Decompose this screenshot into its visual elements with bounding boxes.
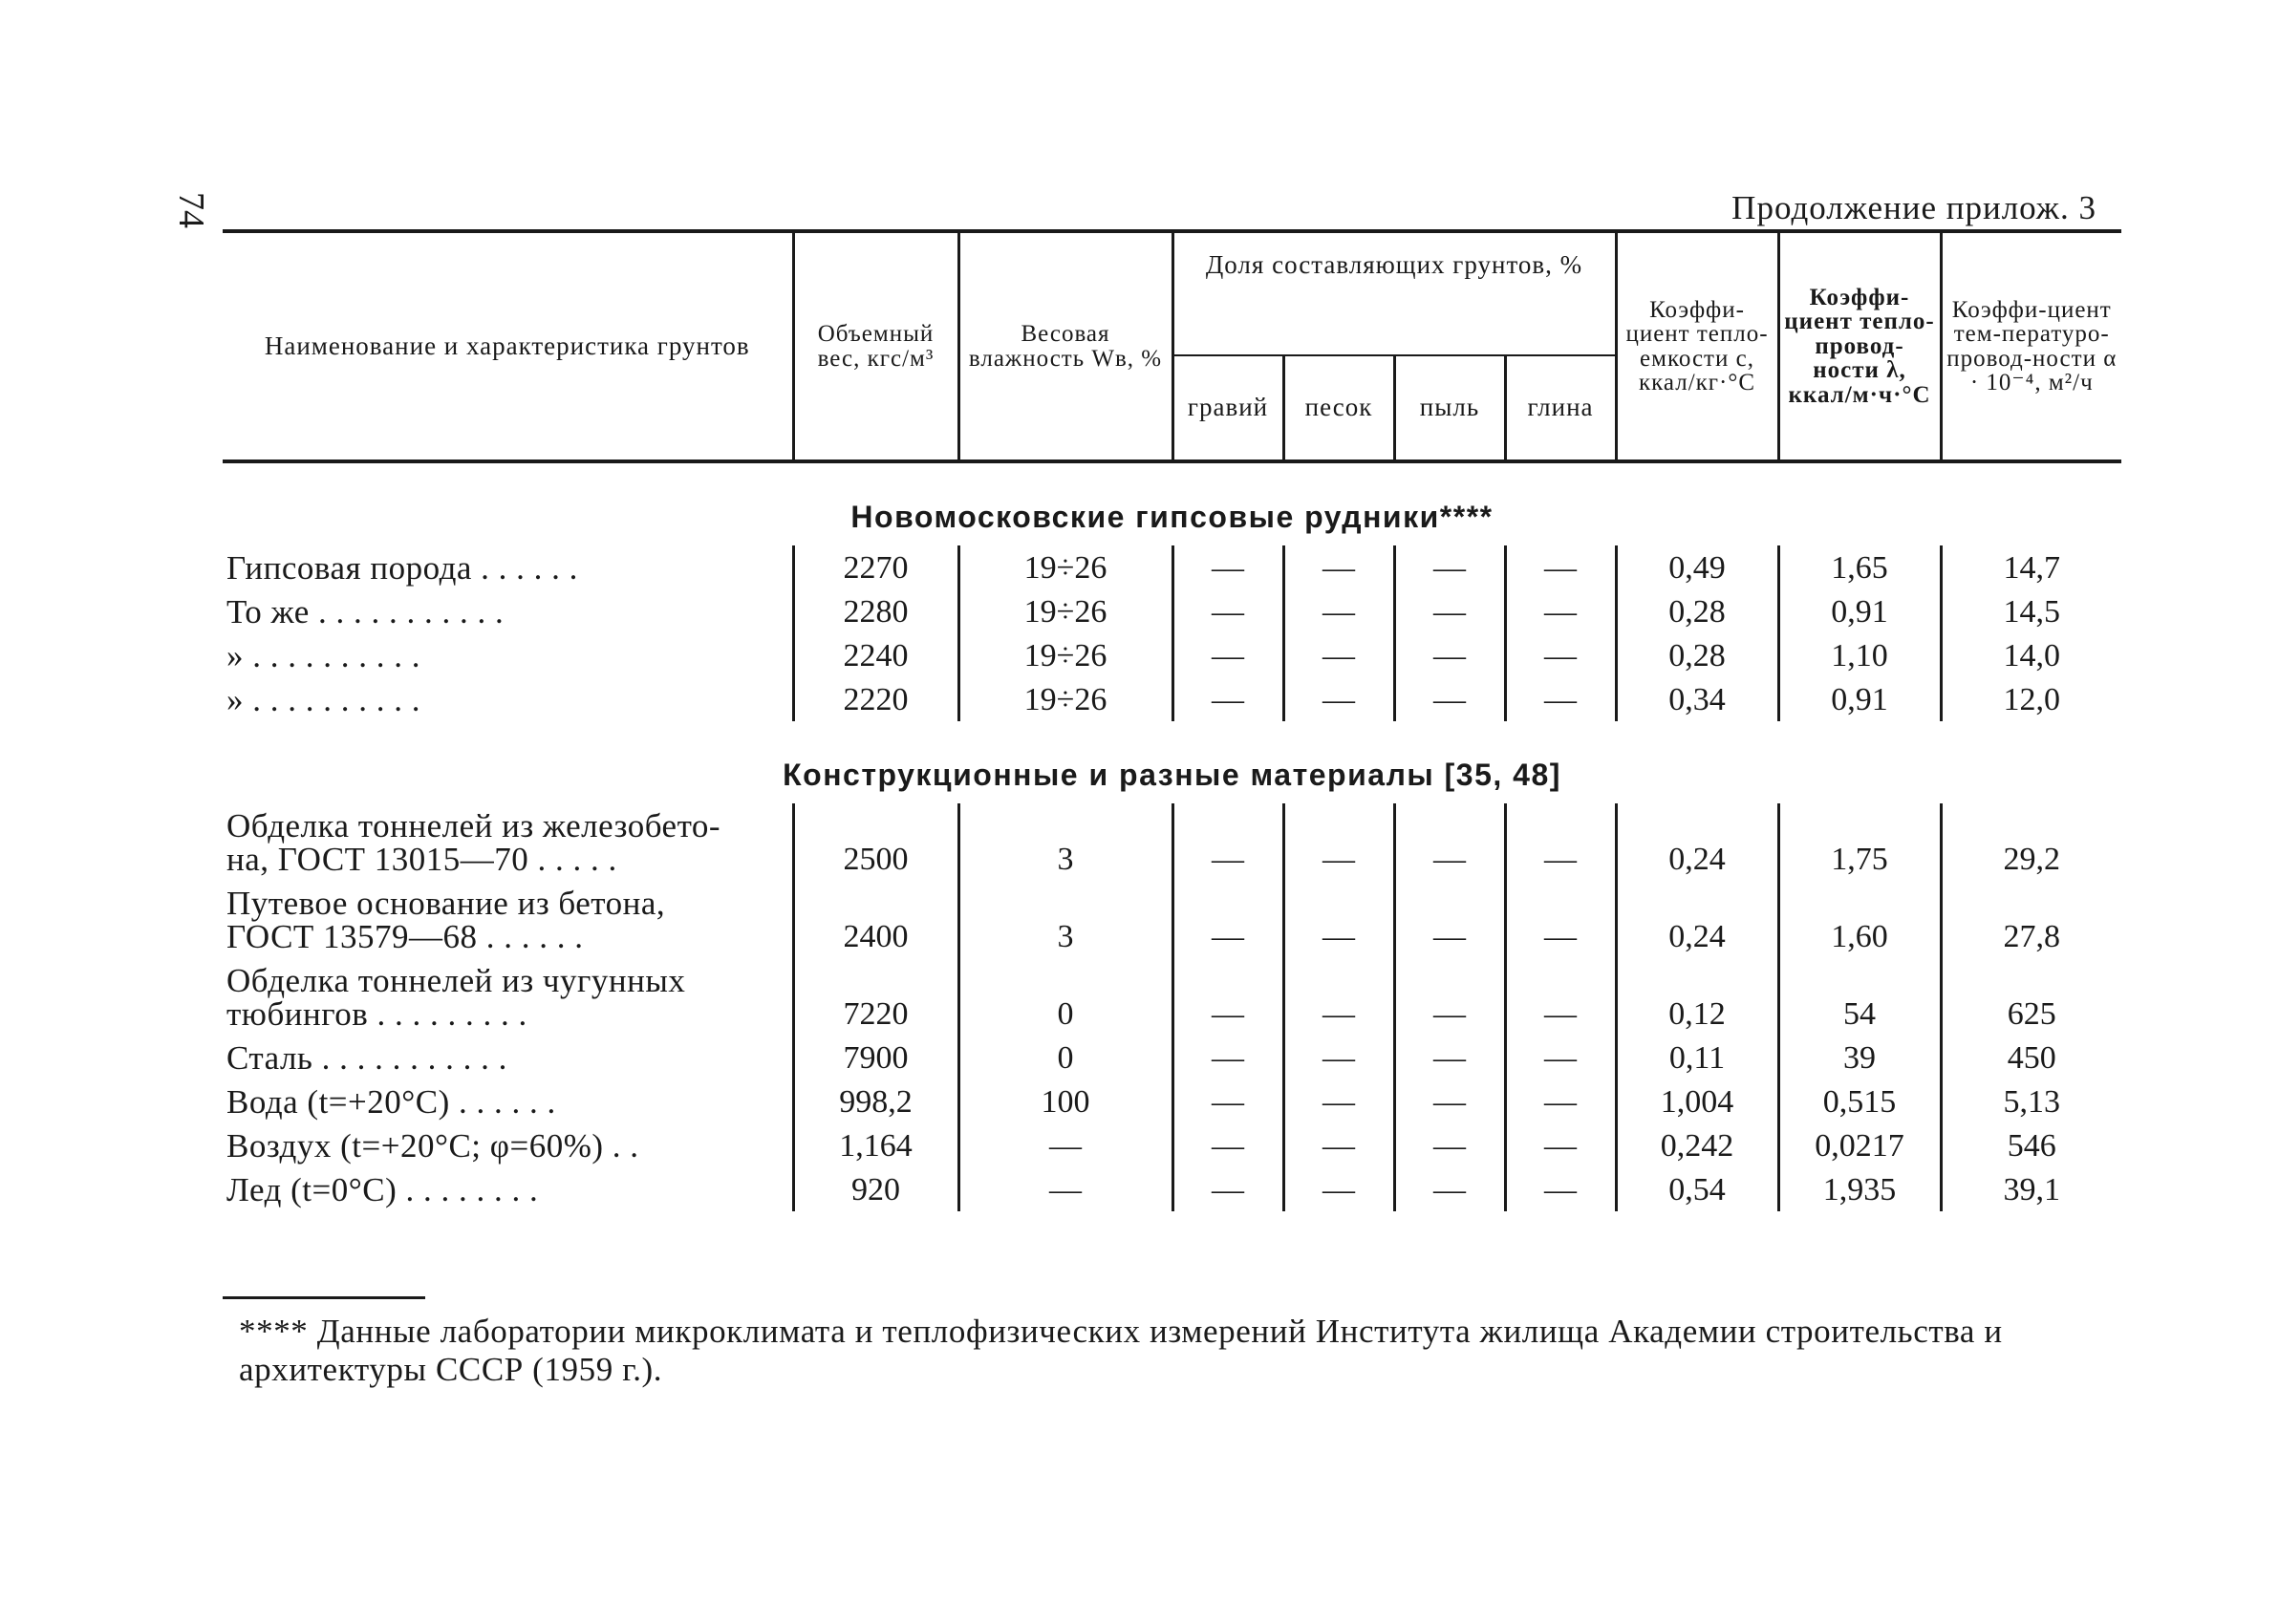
diffusivity-cell: 27,8 [1941,881,2121,958]
volume-weight-cell: 7220 [793,958,958,1036]
material-name-line: » . . . . . . . . . . [226,681,420,718]
conductivity-cell: 1,75 [1778,803,1941,881]
material-name-line: То же . . . . . . . . . . . [226,593,505,630]
material-name [223,677,793,721]
moisture-cell: 19÷26 [958,545,1172,589]
fraction-clay-cell: — [1505,677,1616,721]
fraction-dust-cell: — [1394,803,1505,881]
fraction-clay-cell: — [1505,1123,1616,1167]
fraction-dust-cell: — [1394,589,1505,633]
fraction-dust-cell: — [1394,677,1505,721]
section-heading-row [223,721,2121,803]
heat-capacity-cell: 0,28 [1616,589,1778,633]
section-title: Новомосковские гипсовые рудники**** [850,500,1494,534]
fraction-sand-cell: — [1283,1079,1394,1123]
moisture-cell: 3 [958,803,1172,881]
volume-weight-cell: 2500 [793,803,958,881]
fraction-clay-cell: — [1505,589,1616,633]
fraction-gravel-cell: — [1172,1167,1283,1211]
footnote-rule [223,1296,425,1299]
diffusivity-cell: 14,5 [1941,589,2121,633]
fraction-clay-cell: — [1505,633,1616,677]
moisture-cell: 0 [958,958,1172,1036]
heat-capacity-cell: 0,24 [1616,881,1778,958]
conductivity-cell: 0,515 [1778,1079,1941,1123]
volume-weight-cell: 2280 [793,589,958,633]
material-name-line: тюбингов . . . . . . . . . [226,995,527,1033]
material-name-line: Путевое основание из бетона, [226,885,666,922]
conductivity-cell: 54 [1778,958,1941,1036]
header-moisture: Весовая влажность Wв, % [958,231,1172,461]
conductivity-cell: 1,10 [1778,633,1941,677]
fraction-sand-cell: — [1283,803,1394,881]
header-volume-weight: Объемный вес, кгс/м³ [793,231,958,461]
material-name [223,1079,793,1123]
table-body [223,461,2121,1211]
header-fraction-sand: песок [1283,355,1394,461]
table-row [223,589,2121,633]
volume-weight-cell: 2400 [793,881,958,958]
diffusivity-cell: 39,1 [1941,1167,2121,1211]
soil-properties-table [223,229,2121,1211]
fraction-sand-cell: — [1283,677,1394,721]
diffusivity-cell: 546 [1941,1123,2121,1167]
conductivity-cell: 0,91 [1778,589,1941,633]
fraction-dust-cell: — [1394,958,1505,1036]
fraction-sand-cell: — [1283,1036,1394,1079]
diffusivity-cell: 29,2 [1941,803,2121,881]
fraction-clay-cell: — [1505,1167,1616,1211]
conductivity-cell: 1,935 [1778,1167,1941,1211]
fraction-gravel-cell: — [1172,677,1283,721]
fraction-dust-cell: — [1394,1036,1505,1079]
table-row [223,1123,2121,1167]
heat-capacity-cell: 0,11 [1616,1036,1778,1079]
conductivity-cell: 1,65 [1778,545,1941,589]
material-name-line: Воздух (t=+20°С; φ=60%) . . [226,1127,639,1165]
volume-weight-cell: 2220 [793,677,958,721]
fraction-gravel-cell: — [1172,803,1283,881]
header-fraction-dust: пыль [1394,355,1505,461]
moisture-cell: 19÷26 [958,677,1172,721]
fraction-clay-cell: — [1505,545,1616,589]
fraction-clay-cell: — [1505,1036,1616,1079]
volume-weight-cell: 1,164 [793,1123,958,1167]
fraction-sand-cell: — [1283,881,1394,958]
material-name [223,633,793,677]
material-name-line: на, ГОСТ 13015—70 . . . . . [226,841,617,878]
heat-capacity-cell: 0,242 [1616,1123,1778,1167]
header-fractions-group: Доля составляющих грунтов, % [1172,231,1616,355]
fraction-sand-cell: — [1283,958,1394,1036]
table-row [223,881,2121,958]
volume-weight-cell: 920 [793,1167,958,1211]
heat-capacity-cell: 0,24 [1616,803,1778,881]
fraction-clay-cell: — [1505,881,1616,958]
table-row [223,633,2121,677]
material-name [223,1167,793,1211]
fraction-gravel-cell: — [1172,589,1283,633]
moisture-cell: 100 [958,1079,1172,1123]
material-name [223,545,793,589]
fraction-dust-cell: — [1394,1079,1505,1123]
fraction-clay-cell: — [1505,1079,1616,1123]
heat-capacity-cell: 0,54 [1616,1167,1778,1211]
diffusivity-cell: 625 [1941,958,2121,1036]
conductivity-cell: 0,0217 [1778,1123,1941,1167]
material-name [223,958,793,1036]
fraction-gravel-cell: — [1172,881,1283,958]
header-fraction-clay: глина [1505,355,1616,461]
moisture-cell: 19÷26 [958,633,1172,677]
material-name [223,803,793,881]
fraction-gravel-cell: — [1172,633,1283,677]
section-title: Конструкционные и разные материалы [35, 48] [783,758,1561,792]
header-heat-capacity: Коэффи-циент тепло-емкости c, ккал/кг·°С [1616,231,1778,461]
diffusivity-cell: 450 [1941,1036,2121,1079]
moisture-cell: — [958,1167,1172,1211]
header-conductivity: Коэффи-циент тепло-провод-ности λ, ккал/м·ч·°С [1778,231,1941,461]
table-header [223,231,2121,461]
fraction-sand-cell: — [1283,1167,1394,1211]
fraction-gravel-cell: — [1172,958,1283,1036]
material-name-line: Лед (t=0°С) . . . . . . . . [226,1171,539,1208]
diffusivity-cell: 14,0 [1941,633,2121,677]
fraction-clay-cell: — [1505,803,1616,881]
heat-capacity-cell: 0,34 [1616,677,1778,721]
fraction-sand-cell: — [1283,1123,1394,1167]
table-row [223,958,2121,1036]
fraction-gravel-cell: — [1172,1079,1283,1123]
conductivity-cell: 39 [1778,1036,1941,1079]
heat-capacity-cell: 0,12 [1616,958,1778,1036]
moisture-cell: 3 [958,881,1172,958]
volume-weight-cell: 2270 [793,545,958,589]
fraction-dust-cell: — [1394,545,1505,589]
heat-capacity-cell: 1,004 [1616,1079,1778,1123]
material-name-line: ГОСТ 13579—68 . . . . . . [226,918,584,955]
heat-capacity-cell: 0,28 [1616,633,1778,677]
table-row [223,545,2121,589]
table-row [223,803,2121,881]
table-row [223,1079,2121,1123]
material-name [223,881,793,958]
diffusivity-cell: 5,13 [1941,1079,2121,1123]
diffusivity-cell: 14,7 [1941,545,2121,589]
material-name-line: Гипсовая порода . . . . . . [226,549,578,587]
volume-weight-cell: 7900 [793,1036,958,1079]
material-name-line: Обделка тоннелей из железобето- [226,807,721,844]
header-name: Наименование и характеристика грунтов [223,231,793,461]
moisture-cell: 19÷26 [958,589,1172,633]
table-row [223,677,2121,721]
heat-capacity-cell: 0,49 [1616,545,1778,589]
diffusivity-cell: 12,0 [1941,677,2121,721]
footnote: **** Данные лаборатории микроклимата и теплофизических измерений Института жилища Академии строительства и архитектуры СССР (1959 г.). [239,1313,2003,1389]
fraction-dust-cell: — [1394,1167,1505,1211]
material-name [223,589,793,633]
material-name-line: » . . . . . . . . . . [226,637,420,674]
material-name [223,1036,793,1079]
fraction-dust-cell: — [1394,633,1505,677]
fraction-dust-cell: — [1394,881,1505,958]
header-fraction-gravel: гравий [1172,355,1283,461]
fraction-sand-cell: — [1283,589,1394,633]
conductivity-cell: 1,60 [1778,881,1941,958]
material-name-line: Вода (t=+20°С) . . . . . . [226,1083,556,1121]
moisture-cell: — [958,1123,1172,1167]
table-row [223,1167,2121,1211]
moisture-cell: 0 [958,1036,1172,1079]
fraction-gravel-cell: — [1172,1123,1283,1167]
volume-weight-cell: 2240 [793,633,958,677]
fraction-clay-cell: — [1505,958,1616,1036]
material-name-line: Обделка тоннелей из чугунных [226,962,686,999]
header-diffusivity: Коэффи-циент тем-пературо-провод-ности α · 10⁻⁴, м²/ч [1941,231,2121,461]
section-heading-row [223,461,2121,545]
fraction-gravel-cell: — [1172,545,1283,589]
material-name [223,1123,793,1167]
page-number: 74 [171,192,211,228]
material-name-line: Сталь . . . . . . . . . . . [226,1039,507,1077]
conductivity-cell: 0,91 [1778,677,1941,721]
continuation-caption: Продолжение прилож. 3 [1731,189,2096,226]
volume-weight-cell: 998,2 [793,1079,958,1123]
fraction-gravel-cell: — [1172,1036,1283,1079]
fraction-dust-cell: — [1394,1123,1505,1167]
fraction-sand-cell: — [1283,545,1394,589]
table-row [223,1036,2121,1079]
fraction-sand-cell: — [1283,633,1394,677]
